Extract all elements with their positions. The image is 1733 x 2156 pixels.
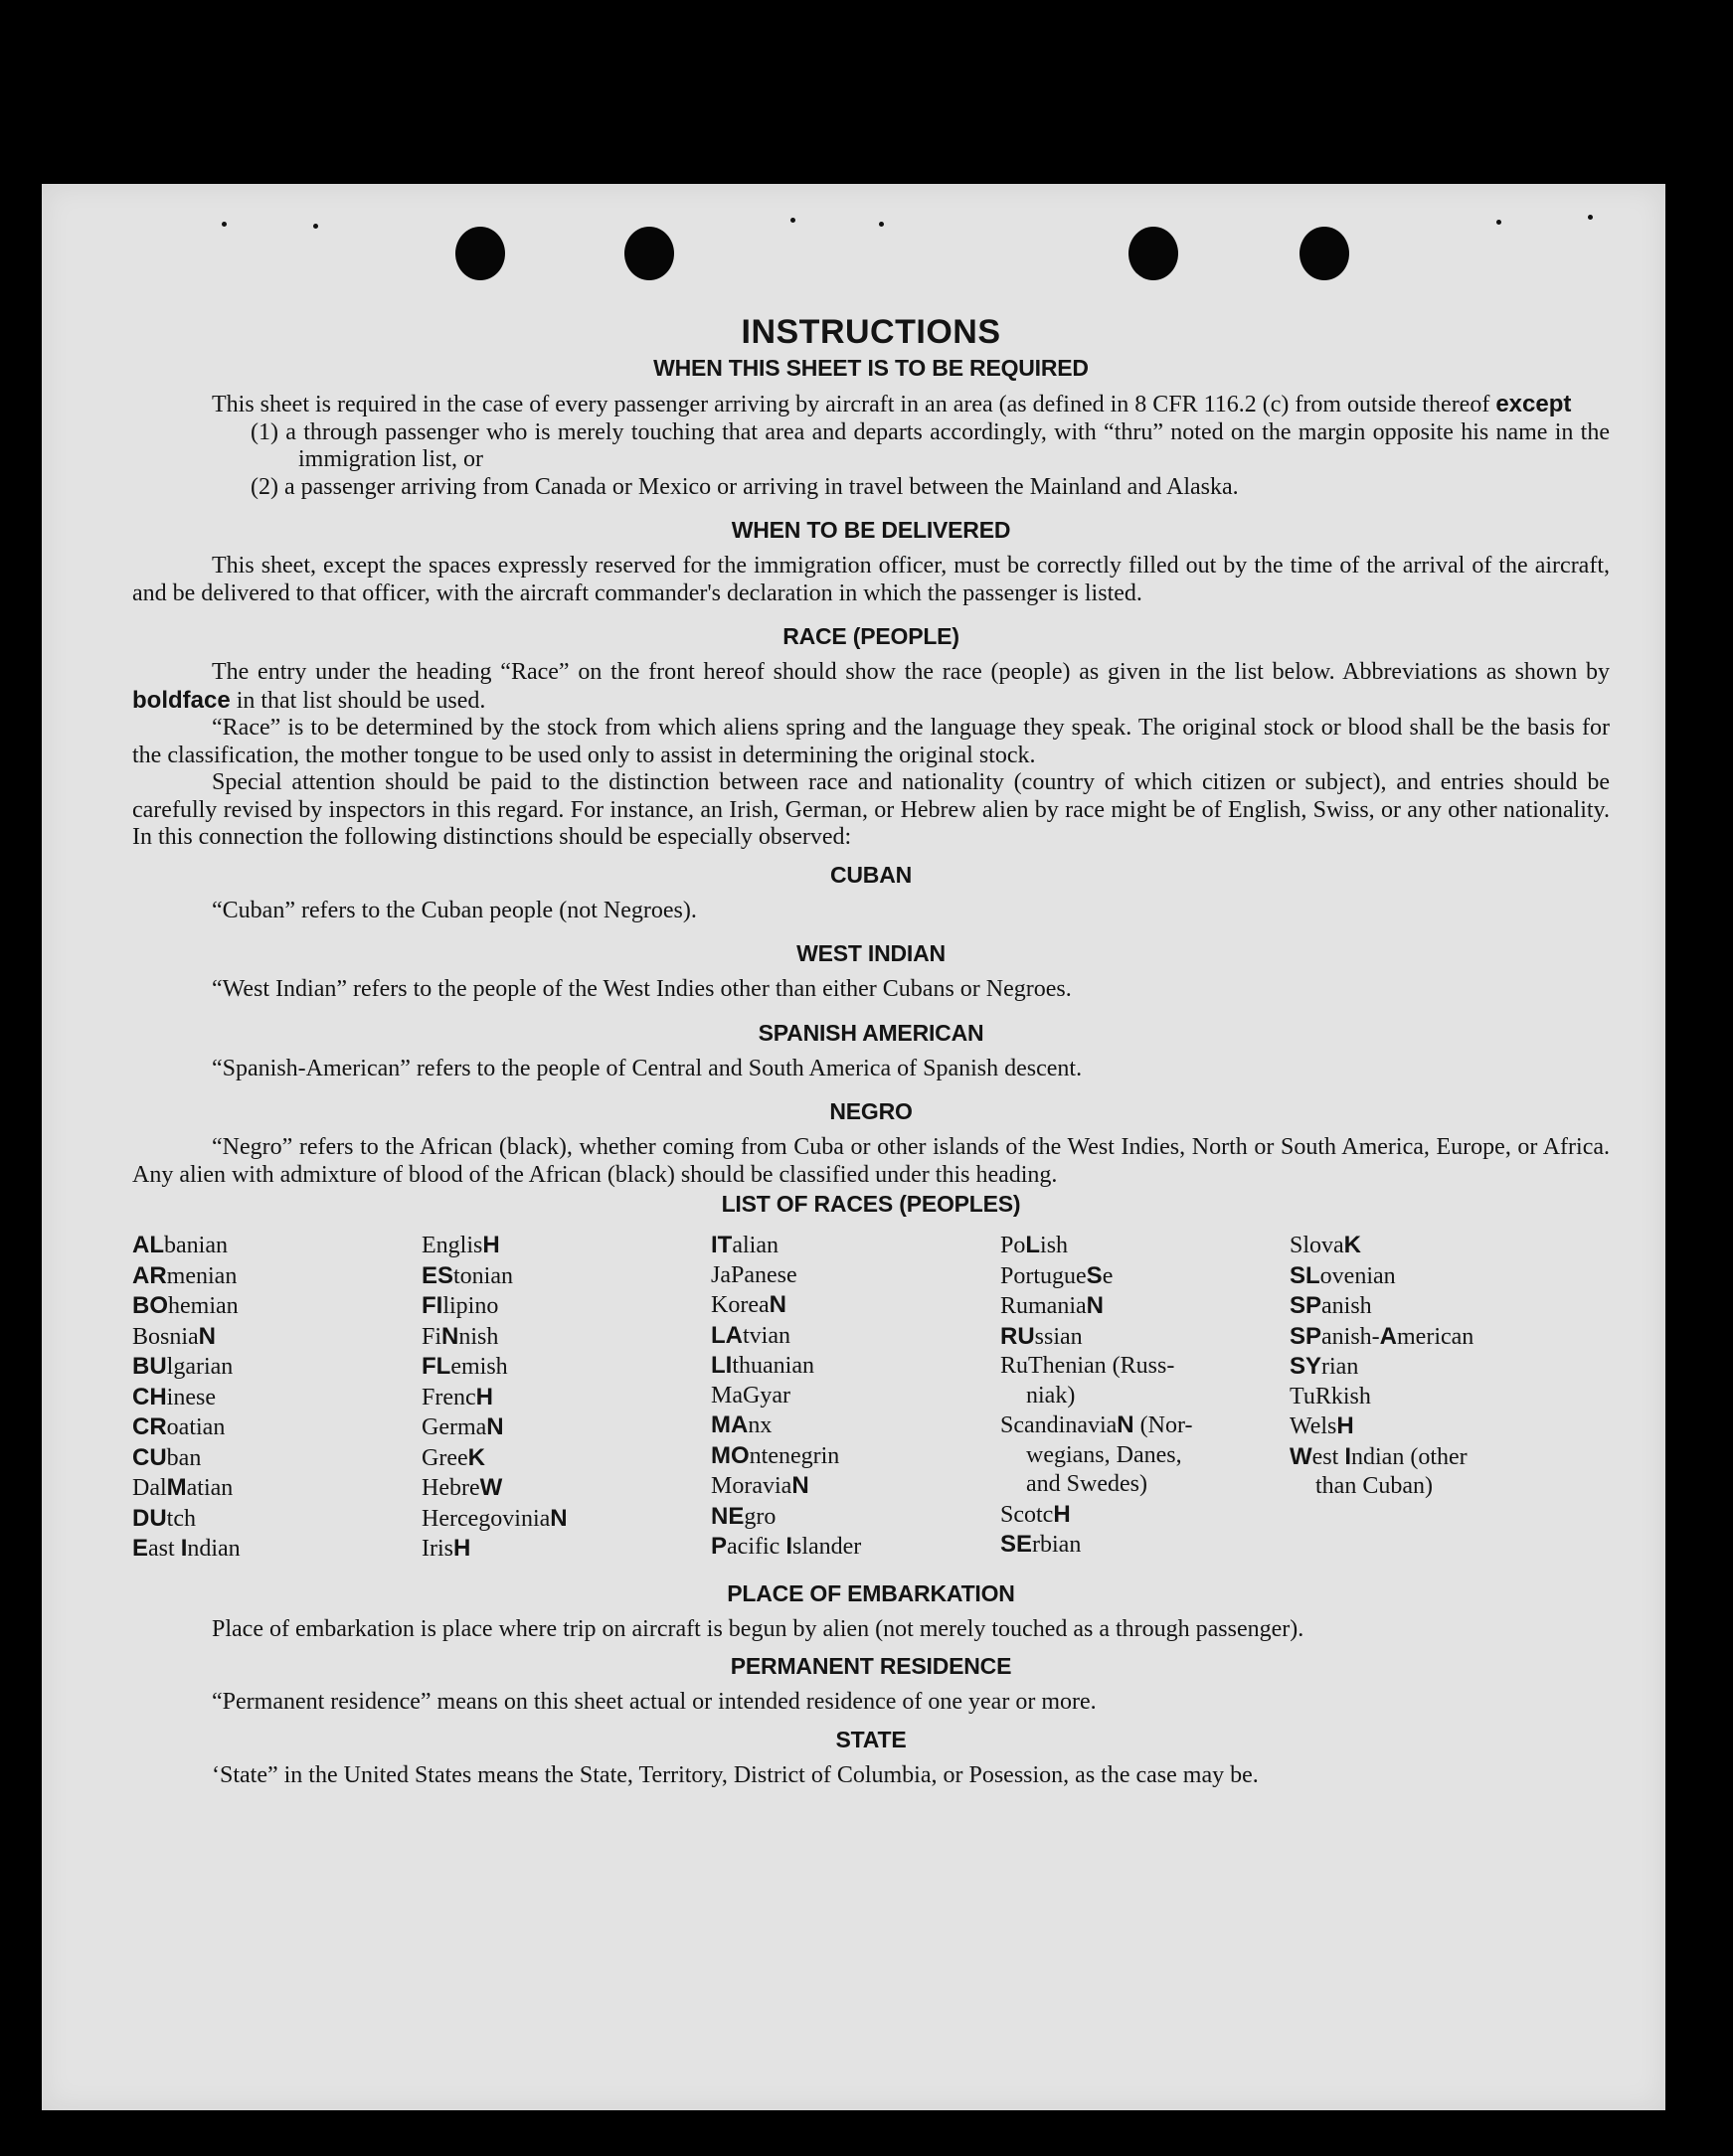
section-heading: CUBAN: [829, 861, 913, 888]
race-entry: FrencH: [422, 1383, 493, 1410]
race-entry: ScotcH: [1000, 1500, 1071, 1528]
race-entry: MoraviaN: [711, 1472, 809, 1499]
race-entry: West Indian (other: [1290, 1442, 1468, 1470]
race-entry: RUssian: [1000, 1322, 1083, 1350]
race-entry: HercegoviniaN: [422, 1504, 568, 1532]
race-entry: RuThenian (Russ-: [1000, 1353, 1175, 1379]
section-heading: STATE: [835, 1726, 907, 1752]
section-heading: RACE (PEOPLE): [782, 623, 959, 649]
paragraph: Special attention should be paid to the distinction between race and nationality (country of which citizen or subject), and entries should be carefully revised by inspectors in this regard. For instance, an Irish, German, or Hebrew alien by race might be of English, Swiss, or any other nationality. In this connection the following distinctions should be especially observed:: [132, 769, 1610, 850]
race-entry: Pacific Islander: [711, 1533, 862, 1560]
race-entry: KoreaN: [711, 1291, 786, 1318]
paragraph: The entry under the heading “Race” on the front hereof should show the race (people) as given in the list below. Abbreviations as shown by boldface in that list should be used.: [132, 659, 1610, 714]
race-entry: GreeK: [422, 1443, 485, 1471]
races-column: [1290, 1231, 1579, 1565]
list-item: (1) a through passenger who is merely touching that area and departs accordingly, with “thru” noted on the margin opposite his name in the immigration list, or: [251, 418, 1610, 472]
race-entry: CHinese: [132, 1383, 216, 1410]
race-entry: WelsH: [1290, 1412, 1354, 1439]
race-entry: East Indian: [132, 1535, 241, 1562]
race-entry: SPanish: [1290, 1292, 1372, 1319]
race-entry: TuRkish: [1290, 1383, 1371, 1410]
section-heading: PERMANENT RESIDENCE: [730, 1653, 1012, 1679]
punch-hole: [455, 227, 505, 280]
race-entry: BosniaN: [132, 1322, 217, 1350]
paper-speck: [313, 224, 318, 229]
paper-speck: [1496, 220, 1501, 225]
race-entry: FiNnish: [422, 1322, 499, 1350]
paragraph: ‘State” in the United States means the State, Territory, District of Columbia, or Posession, as the case may be.: [212, 1761, 1259, 1788]
races-column: [422, 1231, 711, 1565]
race-entry: FLemish: [422, 1353, 508, 1380]
race-entry: SPanish-American: [1290, 1322, 1474, 1350]
section-heading: SPANISH AMERICAN: [758, 1019, 984, 1046]
race-entry: ScandinaviaN (Nor-: [1000, 1411, 1193, 1438]
paragraph: “Spanish-American” refers to the people of Central and South America of Spanish descent.: [212, 1055, 1083, 1081]
section-heading: WHEN THIS SHEET IS TO BE REQUIRED: [653, 355, 1089, 381]
paragraph: This sheet is required in the case of every passenger arriving by aircraft in an area (as defined in 8 CFR 116.2 (c) from outside thereof except: [212, 391, 1572, 417]
race-entry: ALbanian: [132, 1232, 228, 1258]
race-entry: PoLish: [1000, 1232, 1069, 1258]
punch-hole: [1128, 227, 1178, 280]
race-entry: LAtvian: [711, 1321, 790, 1349]
paper-speck: [1588, 215, 1593, 220]
paragraph: “Negro” refers to the African (black), whether coming from Cuba or other islands of the West Indies, North or South America, Europe, or Africa. Any alien with admixture of blood of the African (black) should be classified under this heading.: [132, 1134, 1610, 1188]
race-entry: ITalian: [711, 1232, 779, 1258]
race-entry: CUban: [132, 1443, 202, 1471]
race-entry: FIlipino: [422, 1292, 499, 1319]
paragraph: This sheet, except the spaces expressly reserved for the immigration officer, must be correctly filled out by the time of the arrival of the aircraft, and be delivered to that officer, with the aircraft commander's declaration in which the passenger is listed.: [132, 553, 1610, 606]
race-entry: JaPanese: [711, 1261, 797, 1288]
list-item: (2) a passenger arriving from Canada or Mexico or arriving in travel between the Mainland and Alaska.: [251, 473, 1239, 500]
paper-speck: [879, 222, 884, 227]
races-heading: LIST OF RACES (PEOPLES): [721, 1191, 1021, 1217]
race-entry: SlovaK: [1290, 1232, 1362, 1258]
race-entry-continuation: and Swedes): [1026, 1471, 1147, 1497]
race-entry: CRoatian: [132, 1413, 226, 1440]
race-entry-continuation: niak): [1026, 1382, 1076, 1409]
race-entry: SLovenian: [1290, 1261, 1396, 1289]
race-entry: HebreW: [422, 1474, 503, 1501]
race-entry: EnglisH: [422, 1232, 500, 1258]
section-heading: WHEN TO BE DELIVERED: [731, 517, 1011, 543]
document-content: [132, 311, 1610, 1789]
race-entry: LIthuanian: [711, 1352, 814, 1379]
page-title: INSTRUCTIONS: [741, 313, 1001, 351]
races-list: [132, 1231, 1610, 1565]
punch-hole: [1300, 227, 1349, 280]
race-entry: DUtch: [132, 1504, 196, 1532]
race-entry: GermaN: [422, 1413, 504, 1440]
race-entry: ARmenian: [132, 1261, 238, 1289]
section-heading: NEGRO: [829, 1098, 913, 1124]
paragraph: Place of embarkation is place where trip on aircraft is begun by alien (not merely touched as a through passenger).: [212, 1615, 1304, 1642]
races-column: [1000, 1231, 1290, 1565]
race-entry: SErbian: [1000, 1531, 1082, 1558]
race-entry: MaGyar: [711, 1382, 790, 1409]
race-entry: PortugueSe: [1000, 1261, 1114, 1289]
paragraph: “Race” is to be determined by the stock from which aliens spring and the language they speak. The original stock or blood shall be the basis for the classification, the mother tongue to be used only to assist in determining the original stock.: [132, 715, 1610, 768]
race-entry: BOhemian: [132, 1292, 239, 1319]
race-entry: MOntenegrin: [711, 1441, 840, 1469]
race-entry-continuation: than Cuban): [1315, 1473, 1433, 1499]
race-entry: NEgro: [711, 1502, 777, 1530]
section-heading: WEST INDIAN: [796, 940, 946, 966]
paragraph: “Cuban” refers to the Cuban people (not Negroes).: [212, 897, 697, 923]
race-entry: MAnx: [711, 1411, 773, 1438]
races-column: [132, 1231, 422, 1565]
paper-speck: [222, 222, 227, 227]
races-column: [711, 1231, 1000, 1565]
race-entry: RumaniaN: [1000, 1292, 1104, 1319]
section-heading: PLACE OF EMBARKATION: [727, 1579, 1015, 1606]
race-entry: BUlgarian: [132, 1353, 234, 1380]
race-entry: DalMatian: [132, 1474, 234, 1501]
race-entry: SYrian: [1290, 1353, 1359, 1380]
document-page: [42, 184, 1665, 2110]
paragraph: “Permanent residence” means on this sheet actual or intended residence of one year or more.: [212, 1689, 1097, 1715]
race-entry: EStonian: [422, 1261, 514, 1289]
paper-speck: [790, 218, 795, 223]
race-entry-continuation: wegians, Danes,: [1026, 1441, 1182, 1468]
paragraph: “West Indian” refers to the people of the West Indies other than either Cubans or Negroes.: [212, 976, 1072, 1002]
race-entry: IrisH: [422, 1535, 471, 1562]
punch-hole: [624, 227, 674, 280]
